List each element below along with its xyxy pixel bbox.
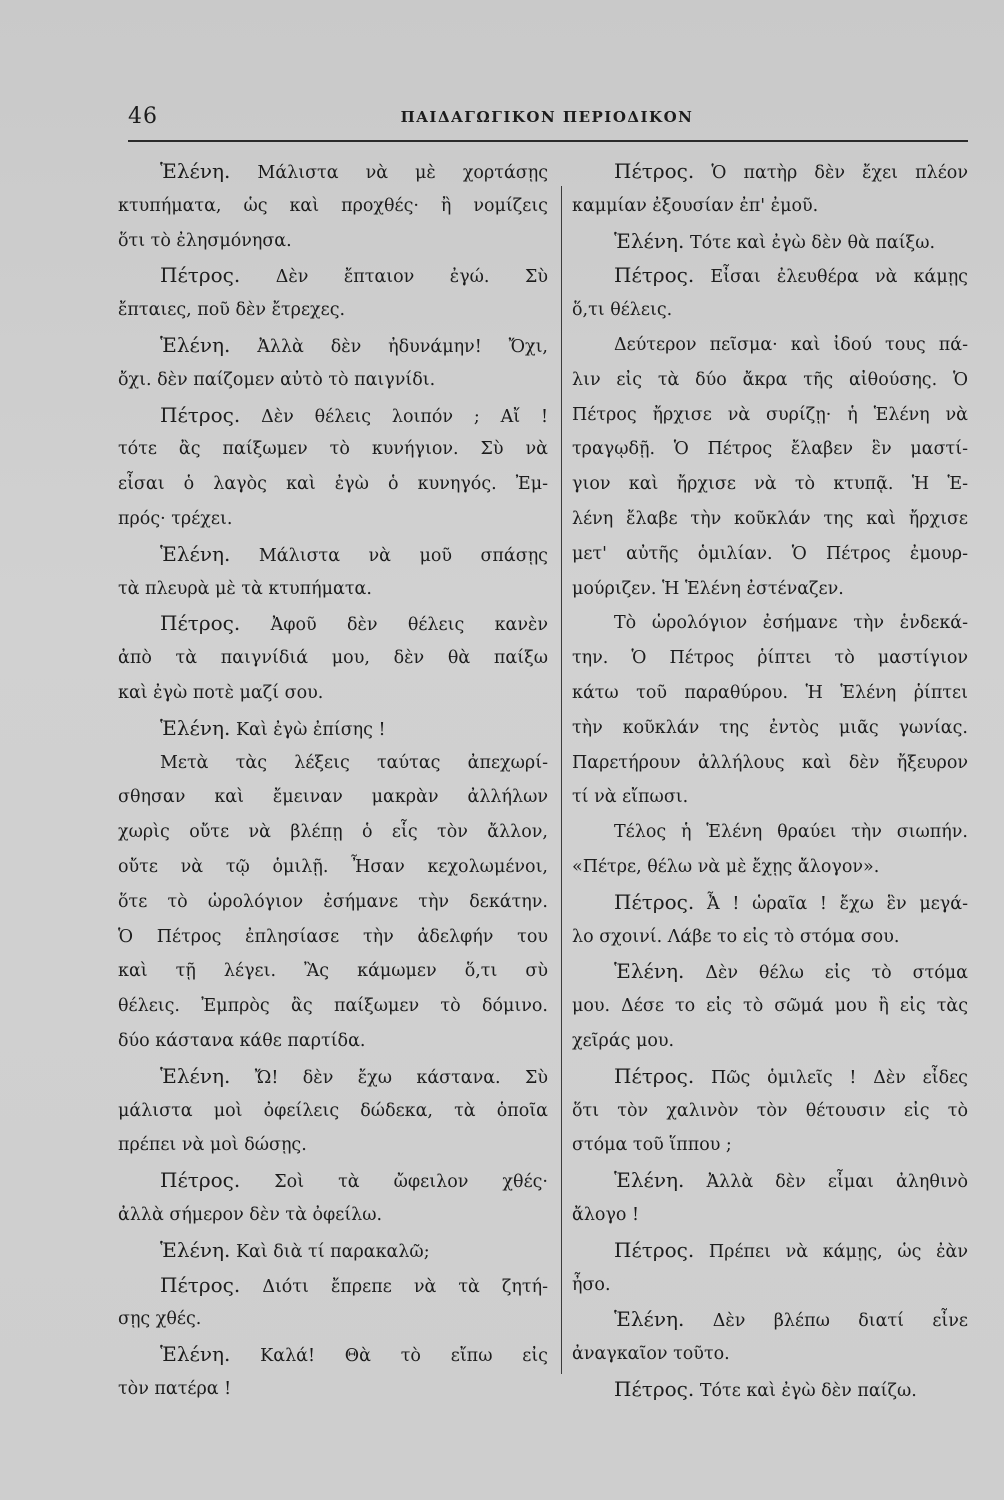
speaker-name: Ἑλένη. xyxy=(160,1342,231,1367)
line-text: Δὲν βλέπω διατί εἶνε xyxy=(712,1311,968,1332)
text-line xyxy=(572,850,968,885)
text-line xyxy=(572,1198,968,1233)
text-line xyxy=(572,328,968,363)
line-text: Δὲν θέλω εἰς τὸ στόμα xyxy=(705,963,968,984)
line-text: τὴν κοῦκλάν της ἐντὸς μιᾶς γωνίας. xyxy=(572,717,968,738)
line-text: Ἆ ! ὡραῖα ! ἔχω ἓν μεγά- xyxy=(706,893,968,914)
line-text: οὔτε νὰ τῷ ὁμιλῇ. Ἦσαν κεχολωμένοι, xyxy=(118,856,548,877)
line-text: Δεύτερον πεῖσμα· καὶ ἰδού τους πά- xyxy=(614,334,968,355)
text-line xyxy=(118,1198,548,1233)
text-line xyxy=(118,1337,548,1372)
text-line xyxy=(118,537,548,572)
line-text: καὶ ἐγὼ ποτὲ μαζί σου. xyxy=(118,682,324,703)
line-text: Πρέπει νὰ κάμῃς, ὡς ἐὰν xyxy=(708,1241,968,1262)
speaker-name: Ἑλένη. xyxy=(160,159,231,183)
text-line xyxy=(118,850,548,885)
column-divider xyxy=(561,186,562,1374)
line-text: εἶσαι ὁ λαγὸς καὶ ἐγὼ ὁ κυνηγός. Ἐμ- xyxy=(118,474,548,495)
line-text: Μετὰ τὰς λέξεις ταύτας ἀπεχωρί- xyxy=(160,752,548,773)
line-text: Σοὶ τὰ ὤφειλον χθές· xyxy=(274,1172,548,1193)
line-text: μου. Δέσε το εἰς τὸ σῶμά μου ἢ εἰς τὰς xyxy=(572,996,968,1017)
text-line xyxy=(572,1163,968,1198)
line-text: Παρετήρουν ἀλλήλους καὶ δὲν ἤξευρον xyxy=(572,752,968,773)
text-line xyxy=(572,1337,968,1372)
line-text: Καλά! Θὰ τὸ εἴπω εἰς xyxy=(260,1346,548,1367)
text-line xyxy=(118,1024,548,1059)
text-line xyxy=(118,885,548,920)
speaker-name: Ἑλένη. xyxy=(160,715,231,740)
line-text: ὅτι τὸν χαλινὸν τὸν θέτουσιν εἰς τὸ xyxy=(572,1100,968,1121)
line-text: καμμίαν ἐξουσίαν ἐπ' ἐμοῦ. xyxy=(572,195,819,216)
text-line xyxy=(118,815,548,850)
speaker-name: Ἑλένη. xyxy=(160,332,231,357)
text-line xyxy=(572,293,968,328)
line-text: ἔπταιες, ποῦ δὲν ἔτρεχες. xyxy=(118,300,346,321)
speaker-name: Ἑλένη. xyxy=(614,1307,685,1332)
line-text: Ἀφοῦ δὲν θέλεις κανὲν xyxy=(270,615,548,636)
line-text: μάλιστα μοὶ ὀφείλεις δώδεκα, τὰ ὁποῖα xyxy=(118,1100,548,1121)
line-text: μετ' αὐτῆς ὁμιλίαν. Ὁ Πέτρος ἐμουρ- xyxy=(572,543,968,564)
text-line xyxy=(118,1059,548,1094)
text-line xyxy=(572,1302,968,1337)
line-text: ὄχι. δὲν παίζομεν αὐτὸ τὸ παιγνίδι. xyxy=(118,369,436,390)
line-text: την. Ὁ Πέτρος ῥίπτει τὸ μαστίγιον xyxy=(572,648,968,669)
line-text: τὸν πατέρα ! xyxy=(118,1378,232,1399)
text-line xyxy=(118,606,548,641)
text-line xyxy=(572,885,968,920)
line-text: Ὤ! δὲν ἔχω κάστανα. Σὺ xyxy=(254,1067,548,1088)
text-line xyxy=(118,363,548,398)
text-line xyxy=(118,154,548,189)
line-text: Πῶς ὁμιλεῖς ! Δὲν εἶδες xyxy=(711,1067,968,1088)
line-text: Μάλιστα νὰ μοῦ σπάσῃς xyxy=(258,545,548,566)
text-line xyxy=(572,502,968,537)
text-line xyxy=(572,780,968,815)
line-text: σῃς χθές. xyxy=(118,1309,202,1330)
line-text: μούριζεν. Ἡ Ἑλένη ἐστέναζεν. xyxy=(572,578,844,599)
speaker-name: Πέτρος. xyxy=(614,889,695,914)
speaker-name: Πέτρος. xyxy=(614,263,695,288)
line-text: Ὁ Πέτρος ἐπλησίασε τὴν ἀδελφήν του xyxy=(118,926,548,947)
speaker-name: Πέτρος. xyxy=(614,159,695,183)
text-line xyxy=(118,920,548,955)
line-text: λο σχοινί. Λάβε το εἰς τὸ στόμα σου. xyxy=(572,926,900,947)
text-line xyxy=(118,1128,548,1163)
text-line xyxy=(572,363,968,398)
line-text: Τότε καὶ ἐγὼ δὲν θὰ παίξω. xyxy=(689,232,936,253)
line-text: Τέλος ἡ Ἑλένη θραύει τὴν σιωπήν. xyxy=(614,822,968,843)
line-text: λένη ἔλαβε τὴν κοῦκλάν της καὶ ἤρχισε xyxy=(572,508,968,529)
speaker-name: Πέτρος. xyxy=(614,1376,695,1401)
line-text: τότε ἂς παίξωμεν τὸ κυνήγιον. Σὺ νὰ xyxy=(118,439,548,460)
line-text: Καὶ διὰ τί παρακαλῶ; xyxy=(235,1241,430,1262)
text-line xyxy=(118,989,548,1024)
speaker-name: Πέτρος. xyxy=(160,611,241,636)
text-line xyxy=(118,1372,548,1407)
line-text: χεῖράς μου. xyxy=(572,1030,675,1051)
line-text: Καὶ ἐγὼ ἐπίσης ! xyxy=(235,719,386,740)
text-line xyxy=(118,676,548,711)
line-text: δύο κάστανα κάθε παρτίδα. xyxy=(118,1030,366,1051)
line-text: ἄλογο ! xyxy=(572,1204,640,1225)
line-text: κάτω τοῦ παραθύρου. Ἡ Ἑλένη ῥίπτει xyxy=(572,682,968,703)
text-line xyxy=(572,224,968,259)
text-line xyxy=(572,572,968,607)
text-line xyxy=(572,398,968,433)
text-line xyxy=(118,467,548,502)
line-text: πρός· τρέχει. xyxy=(118,508,233,529)
speaker-name: Ἑλένη. xyxy=(614,959,685,984)
text-line xyxy=(572,920,968,955)
line-text: Ἀλλὰ δὲν ἠδυνάμην! Ὄχι, xyxy=(257,336,548,357)
line-text: γιον καὶ ἤρχισε νὰ τὸ κτυπᾷ. Ἡ Ἑ- xyxy=(572,474,968,495)
line-text: Τὸ ὡρολόγιον ἐσήμανε τὴν ἑνδεκά- xyxy=(614,613,968,634)
text-line xyxy=(572,989,968,1024)
left-column xyxy=(118,154,548,1407)
speaker-name: Πέτρος. xyxy=(614,1063,695,1088)
line-text: στόμα τοῦ ἵππου ; xyxy=(572,1135,732,1156)
text-line xyxy=(572,154,968,189)
speaker-name: Πέτρος. xyxy=(160,402,241,427)
line-text: Δὲν ἔπταιον ἐγώ. Σὺ xyxy=(275,267,548,288)
text-line xyxy=(118,954,548,989)
text-line xyxy=(118,780,548,815)
text-line xyxy=(572,189,968,224)
text-line xyxy=(572,1372,968,1407)
text-line xyxy=(572,258,968,293)
line-text: ἀπὸ τὰ παιγνίδιά μου, δὲν θὰ παίξω xyxy=(118,648,548,669)
line-text: πρέπει νὰ μοὶ δώσῃς. xyxy=(118,1135,307,1156)
text-line xyxy=(572,1024,968,1059)
right-column xyxy=(572,154,968,1407)
speaker-name: Ἑλένη. xyxy=(614,1168,685,1193)
line-text: ὅ,τι θέλεις. xyxy=(572,300,673,321)
speaker-name: Ἑλένη. xyxy=(160,1063,231,1088)
line-text: ὅτε τὸ ὡρολόγιον ἐσήμανε τὴν δεκάτην. xyxy=(118,891,548,912)
text-line xyxy=(572,711,968,746)
line-text: ἀλλὰ σήμερον δὲν τὰ ὀφείλω. xyxy=(118,1204,383,1225)
text-line xyxy=(118,224,548,259)
text-line xyxy=(118,1233,548,1268)
text-line xyxy=(118,1268,548,1303)
text-line xyxy=(118,398,548,433)
line-text: Διότι ἔπρεπε νὰ τὰ ζητή- xyxy=(262,1276,548,1297)
page-header xyxy=(128,100,966,140)
text-line xyxy=(572,676,968,711)
line-text: σθησαν καὶ ἔμειναν μακρὰν ἀλλήλων xyxy=(118,787,548,808)
speaker-name: Ἑλένη. xyxy=(614,228,685,253)
text-line xyxy=(118,502,548,537)
speaker-name: Ἑλένη. xyxy=(160,541,231,566)
text-line xyxy=(118,641,548,676)
text-line xyxy=(118,1302,548,1337)
speaker-name: Πέτρος. xyxy=(614,1237,695,1262)
line-text: τὰ πλευρὰ μὲ τὰ κτυπήματα. xyxy=(118,578,372,599)
text-line xyxy=(572,537,968,572)
text-line xyxy=(572,815,968,850)
text-line xyxy=(118,1094,548,1129)
speaker-name: Πέτρος. xyxy=(160,263,241,288)
speaker-name: Ἑλένη. xyxy=(160,1237,231,1262)
line-text: κτυπήματα, ὡς καὶ προχθές· ἢ νομίζεις xyxy=(118,195,548,216)
header-rule xyxy=(128,140,968,142)
line-text: Δὲν θέλεις λοιπόν ; Αἴ ! xyxy=(261,406,548,427)
line-text: «Πέτρε, θέλω νὰ μὲ ἔχῃς ἄλογον». xyxy=(572,856,880,877)
line-text: Εἶσαι ἐλευθέρα νὰ κάμῃς xyxy=(710,267,968,288)
text-line xyxy=(572,1094,968,1129)
line-text: τί νὰ εἴπωσι. xyxy=(572,787,689,808)
line-text: Τότε καὶ ἐγὼ δὲν παίζω. xyxy=(699,1380,917,1401)
text-line xyxy=(572,1233,968,1268)
text-line xyxy=(118,258,548,293)
speaker-name: Πέτρος. xyxy=(160,1168,241,1193)
line-text: Πέτρος ἤρχισε νὰ συρίζῃ· ἡ Ἑλένη νὰ xyxy=(572,404,968,425)
text-line xyxy=(572,1059,968,1094)
text-line xyxy=(572,606,968,641)
text-line xyxy=(572,1268,968,1303)
line-text: ἀναγκαῖον τοῦτο. xyxy=(572,1344,730,1365)
text-line xyxy=(572,746,968,781)
text-line xyxy=(572,954,968,989)
speaker-name: Πέτρος. xyxy=(160,1272,241,1297)
line-text: θέλεις. Ἐμπρὸς ἂς παίξωμεν τὸ δόμινο. xyxy=(118,996,548,1017)
text-line xyxy=(118,328,548,363)
line-text: Ὁ πατὴρ δὲν ἔχει πλέον xyxy=(711,163,968,183)
text-line xyxy=(572,467,968,502)
line-text: Ἀλλὰ δὲν εἶμαι ἀληθινὸ xyxy=(706,1172,968,1193)
line-text: τραγῳδῇ. Ὁ Πέτρος ἔλαβεν ἓν μαστί- xyxy=(572,439,968,460)
running-head: ΠΑΙΔΑΓΩΓΙΚΟΝ ΠΕΡΙΟΔΙΚΟΝ xyxy=(400,108,694,126)
text-line xyxy=(118,432,548,467)
text-line xyxy=(572,432,968,467)
text-line xyxy=(118,711,548,746)
text-line xyxy=(118,572,548,607)
text-line xyxy=(118,1163,548,1198)
text-line xyxy=(118,293,548,328)
line-text: ἦσο. xyxy=(572,1274,611,1295)
text-line xyxy=(118,746,548,781)
page-number: 46 xyxy=(128,104,158,129)
text-line xyxy=(572,641,968,676)
text-line xyxy=(118,189,548,224)
line-text: ὅτι τὸ ἐλησμόνησα. xyxy=(118,230,292,251)
line-text: καὶ τῇ λέγει. Ἂς κάμωμεν ὅ,τι σὺ xyxy=(118,961,548,982)
line-text: λιν εἰς τὰ δύο ἄκρα τῆς αἰθούσης. Ὁ xyxy=(572,369,968,390)
text-line xyxy=(572,1128,968,1163)
line-text: Μάλιστα νὰ μὲ χορτάσῃς xyxy=(257,163,548,183)
line-text: χωρὶς οὔτε νὰ βλέπῃ ὁ εἷς τὸν ἄλλον, xyxy=(118,822,548,843)
